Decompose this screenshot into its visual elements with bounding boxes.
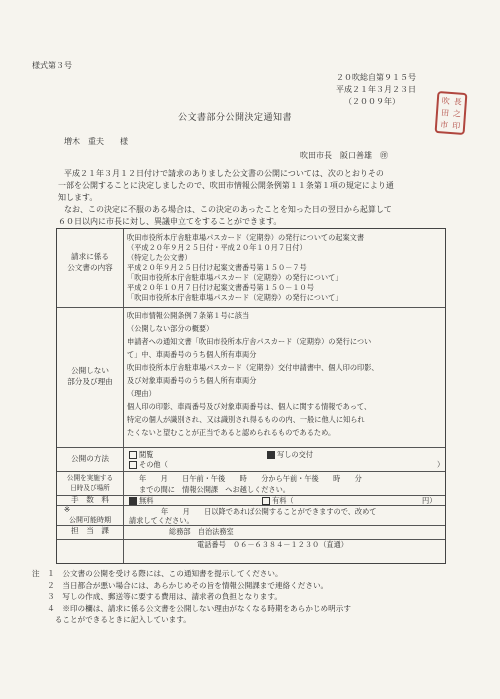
label-contact: 担 当 課 [71,526,109,535]
body-line: 知します。 [58,193,98,202]
request-line: 「吹田市役所本庁舎駐車場パスカード（定期券）の発行について」 [127,273,343,282]
notes-section [32,568,351,626]
request-line: （特定した公文書） [127,253,192,262]
note-item: ２ 当日都合が悪い場合には、あらかじめその旨を情報公開課まで連絡ください。 [32,580,329,590]
label-fee: 手 数 料 [71,495,109,504]
note-line: 年 月 日以降であれば公開することができますので、改めて [161,507,377,516]
seal-char: 田 [440,108,450,118]
label-requested-document: 請求に係る 公文書の内容 [67,252,113,272]
checked-checkbox-icon [267,451,275,459]
request-line: 平成２０年９月２５日付け起案文書番号第１５０－７号 [127,263,307,272]
request-line: 「吹田市役所本庁舎駐車場パスカード（定期券）の発行について」 [127,293,343,302]
method-view-option[interactable]: 閲覧 [129,450,153,459]
datetime-line: 年 月 日午前・午後 時 分から午前・午後 時 分 [139,474,362,483]
label-datetime-place: 公開を実施する 日時及び場所 [66,474,114,492]
official-seal [435,91,468,135]
request-line: 吹田市役所本庁舎駐車場パスカード（定期券）の発行についての起案文書 [127,233,365,242]
nondisclosed-line: 特定の個人が識別され、又は識別され得るものの内、一般に他人に知られ [127,415,365,424]
label-note-mark: ※ [63,505,71,514]
body-line: 一部を公開することに決定しましたので、吹田市情報公開条例第１１条第１項の規定により通 [58,181,394,190]
nondisclosed-line: （理由） [127,389,156,398]
document-number: ２０吹総自第９１５号 [336,73,416,82]
seal-char: 印 [451,121,461,131]
method-other-close: ） [437,460,445,469]
body-line: 平成２１年３月１２日付けで請求のありました公文書の公開については、次のとおりその [64,169,384,178]
nondisclosed-line: 及び対象車両番号のうち個人所有車両分 [127,376,257,385]
seal-char: 市 [439,120,449,130]
label-nondisclosed: 公開しない 部分及び理由 [67,366,113,386]
body-line: なお、この決定に不服のある場合は、この決定のあったことを知った日の翌日から起算して [64,205,392,214]
body-line: ６０日以内に市長に対し、異議申立てをすることができます。 [58,217,282,226]
checkbox-icon [129,451,137,459]
method-copy-option[interactable]: 写しの交付 [267,450,313,459]
recipient-name: 増木 重夫 様 [64,137,128,146]
note-item: ることができるときに記入しています。 [32,615,191,625]
sender-name: 吹田市長 阪口善雄 ㊞ [300,151,388,160]
seal-char: 長 [453,97,463,107]
issue-date: 平成２１年３月２３日 [336,85,416,94]
checkbox-icon [262,497,270,505]
form-number: 様式第３号 [32,61,72,70]
nondisclosed-line: 吹田市役所本庁舎駐車場パスカード（定期券）交付申請書中、個人印の印影、 [127,363,379,372]
decision-table [56,228,446,564]
nondisclosed-line: 個人印の印影、車両番号及び対象車両番号は、個人に関する情報であって、 [127,402,372,411]
nondisclosed-line: 申請者への通知文書「吹田市役所本庁舎パスカード（定期券）の発行につい [127,337,372,346]
checkbox-icon [129,461,137,469]
note-item: 注 １ 公文書の公開を受ける際には、この通知書を提示してください。 [32,569,283,578]
checked-checkbox-icon [129,497,137,505]
document-title: 公文書部分公開決定通知書 [178,113,293,123]
label-possible-period: 公開可能時期 [69,516,111,524]
datetime-line: までの間に 情報公開課 へお越しください。 [139,485,290,494]
contact-phone: 電話番号 ０６－６３８４－１２３０（直通） [197,540,348,549]
nondisclosed-line: たくないと望むことが正当であると認められるものであるため。 [127,428,336,437]
seal-char: 之 [452,109,462,119]
method-other-option[interactable]: その他（ [129,460,168,469]
fee-paid-option[interactable]: 有料（ [262,496,294,505]
nondisclosed-line: （公開しない部分の概要） [127,324,214,333]
request-line: （平成２０年９月２５日付・平成２０年１０月７日付） [127,243,307,252]
note-item: ３ 写しの作成、郵送等に要する費用は、請求者の負担となります。 [32,592,282,602]
issue-year: （２００９年） [344,97,400,106]
contact-department: 総務部 自治法務室 [169,527,234,536]
note-line: 請求してください。 [129,516,194,525]
nondisclosed-line: て」中、車両番号のうち個人所有車両分 [127,350,257,359]
fee-yen: 円） [422,496,437,505]
label-method: 公開の方法 [71,454,109,463]
seal-char: 吹 [441,96,451,106]
request-line: 平成２０年１０月７日付け起案文書番号第１５０－１０号 [127,283,314,292]
note-item: ４ ※印の欄は、請求に係る公文書を公開しない理由がなくなる時期をあらかじめ明示す [32,603,351,613]
nondisclosed-line: 吹田市情報公開条例７条第１号に該当 [127,311,250,320]
fee-free-option[interactable]: 無料 [129,496,153,505]
